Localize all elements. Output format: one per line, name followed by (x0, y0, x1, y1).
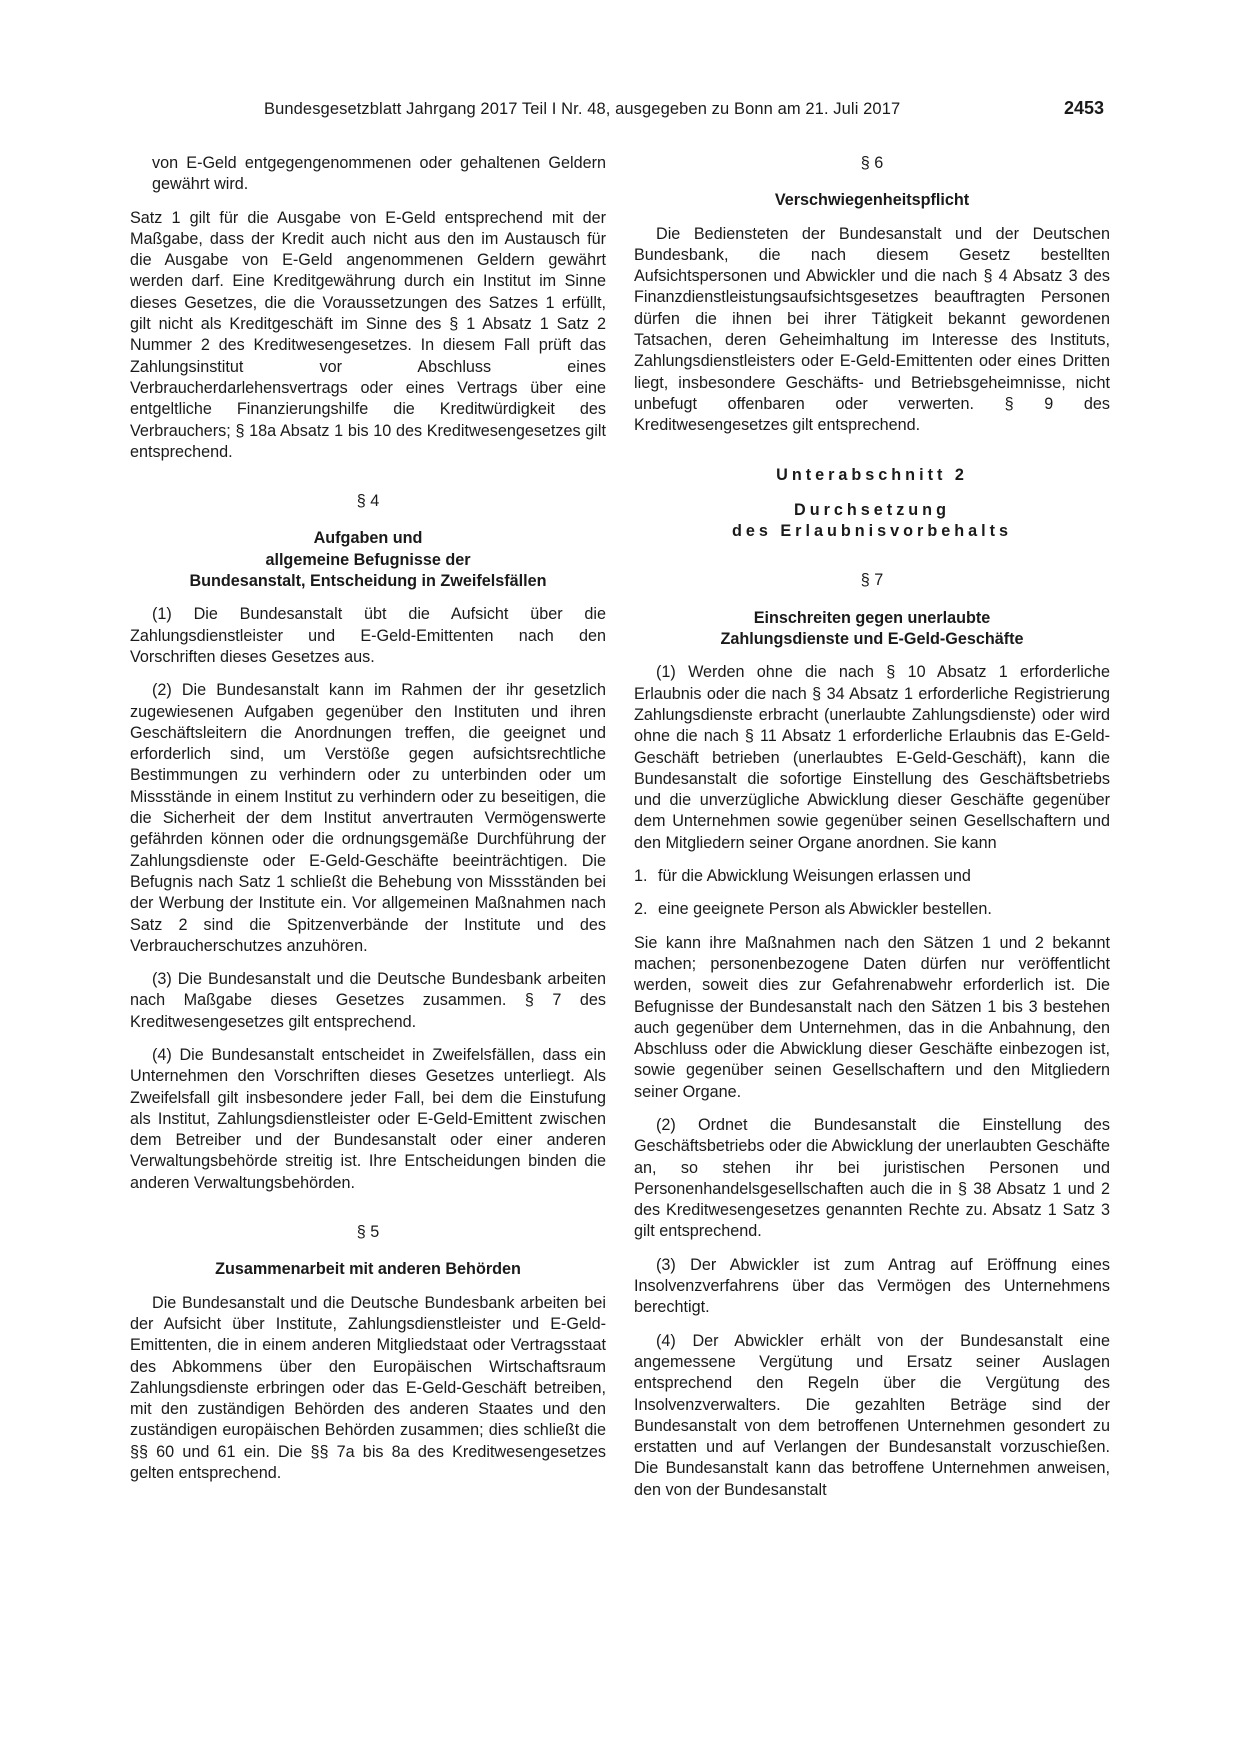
paragraph: (3) Der Abwickler ist zum Antrag auf Eröffnung eines Insolvenzverfahrens über das Vermögen des Unternehmens berechtigt. (634, 1255, 1110, 1317)
section-title-line: allgemeine Befugnisse der (265, 550, 471, 569)
subsection-title (634, 500, 1110, 543)
paragraph: (2) Ordnet die Bundesanstalt die Einstellung des Geschäftsbetriebs oder die Abwicklung der unerlaubten Geschäfte an, so stehen ihr bei juristischen Personen und Personenhandelsgesellschaften auch die in § 38 Absatz 1 und 2 des Kreditwesengesetzes genannten Rechte zu. Absatz 1 Satz 3 gilt entsprechend. (634, 1115, 1110, 1241)
subsection-heading: Unterabschnitt 2 (776, 465, 968, 484)
section-title-line: Einschreiten gegen unerlaubte (753, 608, 991, 627)
paragraph: (1) Die Bundesanstalt übt die Aufsicht über die Zahlungsdienstleister und E-Geld-Emittenten nach den Vorschriften dieses Gesetzes aus. (130, 605, 606, 666)
paragraph: (2) Die Bundesanstalt kann im Rahmen der ihr gesetzlich zugewiesenen Aufgaben gegenüber den Instituten und ihren Geschäftsleitern die Anordnungen treffen, die geeignet und erforderlich sind, um Verstöße gegen aufsichtsrechtliche Bestimmungen zu verhindern oder zu unterbinden oder um Missstände in einem Institut zu verhindern oder zu beseitigen, die die Sicherheit der dem Institut anvertrauten Vermögenswerte gefährden können oder die ordnungsgemäße Durchführung der Zahlungsdienste oder E-Geld-Geschäfte beeinträchtigen. Die Befugnis nach Satz 1 schließt die Behebung von Missständen bei der Werbung der Institute ein. Vor allgemeinen Maßnahmen nach Satz 2 sind die Spitzenverbände der Institute und des Verbraucherschutzes anzuhören. (130, 681, 606, 955)
list-item (634, 899, 1110, 920)
section-title (130, 528, 606, 592)
paragraph: (4) Der Abwickler erhält von der Bundesanstalt eine angemessene Vergütung und Ersatz seiner Auslagen entsprechend den Regeln über die Vergütung des Insolvenzverwalters. Die gezahlten Beträge sind der Bundesanstalt von dem betroffenen Unternehmen gesondert zu erstatten und auf Verlangen der Bundesanstalt vorzuschießen. Die Bundesanstalt kann das betroffene Unternehmen anweisen, den von der Bundesanstalt (634, 1331, 1110, 1499)
subsection-title-line: des Erlaubnisvorbehalts (731, 522, 1012, 541)
subsection-title-line: Durchsetzung (794, 500, 950, 519)
list-text: für die Abwicklung Weisungen erlassen und (658, 867, 971, 886)
section-number: § 5 (356, 1223, 380, 1242)
left-column (130, 153, 606, 1496)
right-column (634, 153, 1110, 1513)
section-title: Zusammenarbeit mit anderen Behörden (215, 1260, 521, 1279)
list-text: eine geeignete Person als Abwickler bestellen. (658, 900, 992, 919)
paragraph: (3) Die Bundesanstalt und die Deutsche Bundesbank arbeiten nach Maßgabe dieses Gesetzes zusammen. § 7 des Kreditwesengesetzes gilt entsprechend. (130, 970, 606, 1031)
section-title-line: Zahlungsdienste und E-Geld-Geschäfte (720, 630, 1024, 649)
header-text: Bundesgesetzblatt Jahrgang 2017 Teil I Nr. 48, ausgegeben zu Bonn am 21. Juli 2017 (264, 100, 901, 118)
paragraph: Die Bundesanstalt und die Deutsche Bundesbank arbeiten bei der Aufsicht über Institute, Zahlungsdienstleister und E-Geld-Emittenten, die in einem anderen Mitgliedstaat oder Vertragsstaat des Abkommens über den Europäischen Wirtschaftsraum Zahlungsdienste erbringen oder das E-Geld-Geschäft betreiben, mit den zuständigen Behörden des anderen Staates und den zuständigen europäischen Behörden zusammen; dies schließt die §§ 60 und 61 ein. Die §§ 7a bis 8a des Kreditwesengesetzes gelten entsprechend. (130, 1293, 606, 1483)
continuation-paragraph: Satz 1 gilt für die Ausgabe von E-Geld entsprechend mit der Maßgabe, dass der Kredit auch nicht aus den im Austausch für die Ausgabe von E-Geld angenommenen Geldern gewährt werden darf. Eine Kreditgewährung durch ein Institut im Sinne dieses Gesetzes, die die Voraussetzungen des Satzes 1 erfüllt, gilt nicht als Kreditgeschäft im Sinne des § 1 Absatz 1 Satz 2 Nummer 2 des Kreditwesengesetzes. In diesem Fall prüft das Zahlungsinstitut vor Abschluss eines Verbraucherdarlehensvertrags oder eines Vertrags über eine entgeltliche Finanzierungshilfe die Kreditwürdigkeit des Verbrauchers; § 18a Absatz 1 bis 10 des Kreditwesengesetzes gilt entsprechend. (130, 208, 606, 461)
page-header (130, 100, 1104, 126)
list-number: 1. (634, 867, 648, 886)
section-title (634, 608, 1110, 651)
section-title: Verschwiegenheitspflicht (774, 191, 970, 210)
list-item (634, 866, 1110, 887)
list-number: 2. (634, 900, 648, 919)
continuation-paragraph: von E-Geld entgegengenommenen oder gehaltenen Geldern gewährt wird. (152, 154, 606, 194)
section-number: § 7 (860, 571, 884, 590)
page-number: 2453 (1063, 98, 1104, 118)
section-title-line: Aufgaben und (313, 529, 423, 548)
paragraph: Die Bediensteten der Bundesanstalt und der Deutschen Bundesbank, die nach diesem Gesetz bestellten Aufsichtspersonen und Abwickler und die nach § 4 Absatz 3 des Finanzdienstleistungsaufsichtsgesetzes beauftragten Personen dürfen die ihnen bei ihrer Tätigkeit bekannt gewordenen Tatsachen, deren Geheimhaltung im Interesse des Instituts, Zahlungsdienstleisters oder E-Geld-Emittenten oder eines Dritten liegt, insbesondere Geschäfts- und Betriebsgeheimnisse, nicht unbefugt offenbaren oder verwerten. § 9 des Kreditwesengesetzes gilt entsprechend. (634, 224, 1110, 435)
paragraph: (1) Werden ohne die nach § 10 Absatz 1 erforderliche Erlaubnis oder die nach § 34 Absatz 1 erforderliche Registrierung Zahlungsdienste erbracht (unerlaubte Zahlungsdienste) oder wird ohne die nach § 11 Absatz 1 erforderliche Erlaubnis das E-Geld-Geschäft betrieben (unerlaubtes E-Geld-Geschäft), kann die Bundesanstalt die sofortige Einstellung des Geschäftsbetriebs und die unverzügliche Abwicklung dieser Geschäfte gegenüber dem Unternehmen sowie gegenüber seinen Gesellschaftern und den Mitgliedern seiner Organe anordnen. Sie kann (634, 663, 1110, 852)
paragraph: Sie kann ihre Maßnahmen nach den Sätzen 1 und 2 bekannt machen; personenbezogene Daten dürfen nur veröffentlicht werden, soweit dies zur Gefahrenabwehr erforderlich ist. Die Befugnisse der Bundesanstalt nach den Sätzen 1 bis 3 bestehen auch gegenüber dem Unternehmen, das in die Anbahnung, den Abschluss oder die Abwicklung dieser Geschäfte einbezogen ist, sowie gegenüber seinen Gesellschaftern und den Mitgliedern seiner Organe. (634, 933, 1110, 1101)
section-number: § 4 (356, 492, 380, 511)
section-title-line: Bundesanstalt, Entscheidung in Zweifelsfällen (189, 572, 547, 591)
section-number: § 6 (860, 154, 884, 172)
paragraph: (4) Die Bundesanstalt entscheidet in Zweifelsfällen, dass ein Unternehmen den Vorschriften dieses Gesetzes unterliegt. Als Zweifelsfall gilt insbesondere jeder Fall, bei dem die Einstufung als Institut, Zahlungsdienstleister oder E-Geld-Emittent zwischen dem Betreiber und der Bundesanstalt oder einer anderen Verwaltungsbehörde streitig ist. Ihre Entscheidungen binden die anderen Verwaltungsbehörden. (130, 1045, 606, 1192)
